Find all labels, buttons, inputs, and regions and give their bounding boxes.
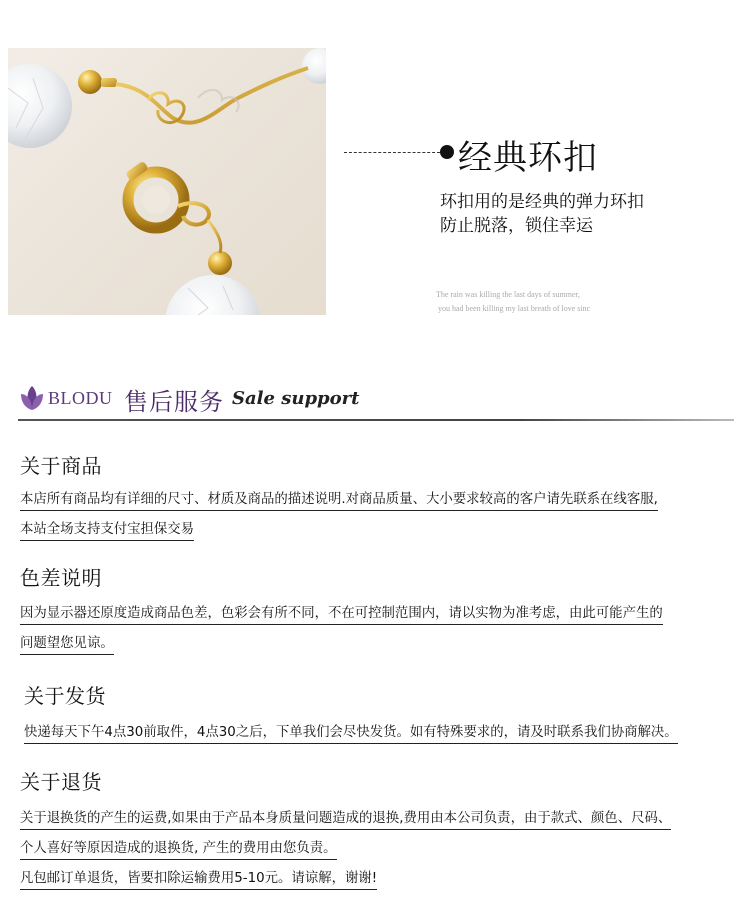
section-title: 关于退货 [20,770,102,794]
header-divider [18,419,734,421]
feature-desc-line: 环扣用的是经典的弹力环扣 [440,192,644,212]
section-shipping [24,680,736,744]
feature-description [440,190,644,238]
gold-chain [116,68,308,123]
section-text-line: 因为显示器还原度造成商品色差，色彩会有所不同，不在可控制范围内，请以实物为准考虑，由此可能产生的 [20,602,663,625]
section-text-line: 问题望您见谅。 [20,632,114,655]
section-title: 关于发货 [24,684,106,708]
feature-callout [344,128,734,328]
section-text-line: 凡包邮订单退货，皆要扣除运输费用5-10元。请谅解，谢谢! [20,867,377,890]
section-text-line: 快递每天下午4点30前取件，4点30之后，下单我们会尽快发货。如有特殊要求的，请及时联系我们协商解决。 [24,721,678,744]
service-title-cn: 售后服务 [124,388,224,416]
brand-name: BLODU [48,388,113,408]
section-color-difference [20,562,732,655]
decorative-quote [436,288,590,316]
section-text-line: 本站全场支持支付宝担保交易 [20,518,194,541]
product-photo-clasp [8,48,326,315]
section-text-line: 本店所有商品均有详细的尺寸、材质及商品的描述说明.对商品质量、大小要求较高的客户请先联系在线客服, [20,488,658,511]
quote-line: you had been killing my last breath of love sinc [438,304,591,313]
section-returns [20,766,732,890]
crystal-bead [165,275,261,315]
crystal-bead [302,48,326,84]
dashed-leader-line [344,152,440,153]
section-text-line: 关于退换货的产生的运费,如果由于产品本身质量问题造成的退换,费用由本公司负责，由于款式、颜色、尺码、 [20,807,671,830]
section-about-products [20,450,732,541]
section-title: 色差说明 [20,566,102,590]
bracelet-clasp-illustration [8,48,326,315]
feature-title: 经典环扣 [458,138,598,178]
bullet-dot-icon [440,145,454,159]
after-sales-header [18,380,734,424]
service-title-en: Sale support [232,388,360,409]
feature-desc-line: 防止脱落，锁住幸运 [440,216,593,236]
quote-line: The rain was killing the last days of summer, [436,290,580,299]
section-text-line: 个人喜好等原因造成的退换货, 产生的费用由您负责。 [20,837,337,860]
crystal-bead [8,64,72,148]
section-title: 关于商品 [20,454,102,478]
lotus-logo-icon [18,382,46,414]
